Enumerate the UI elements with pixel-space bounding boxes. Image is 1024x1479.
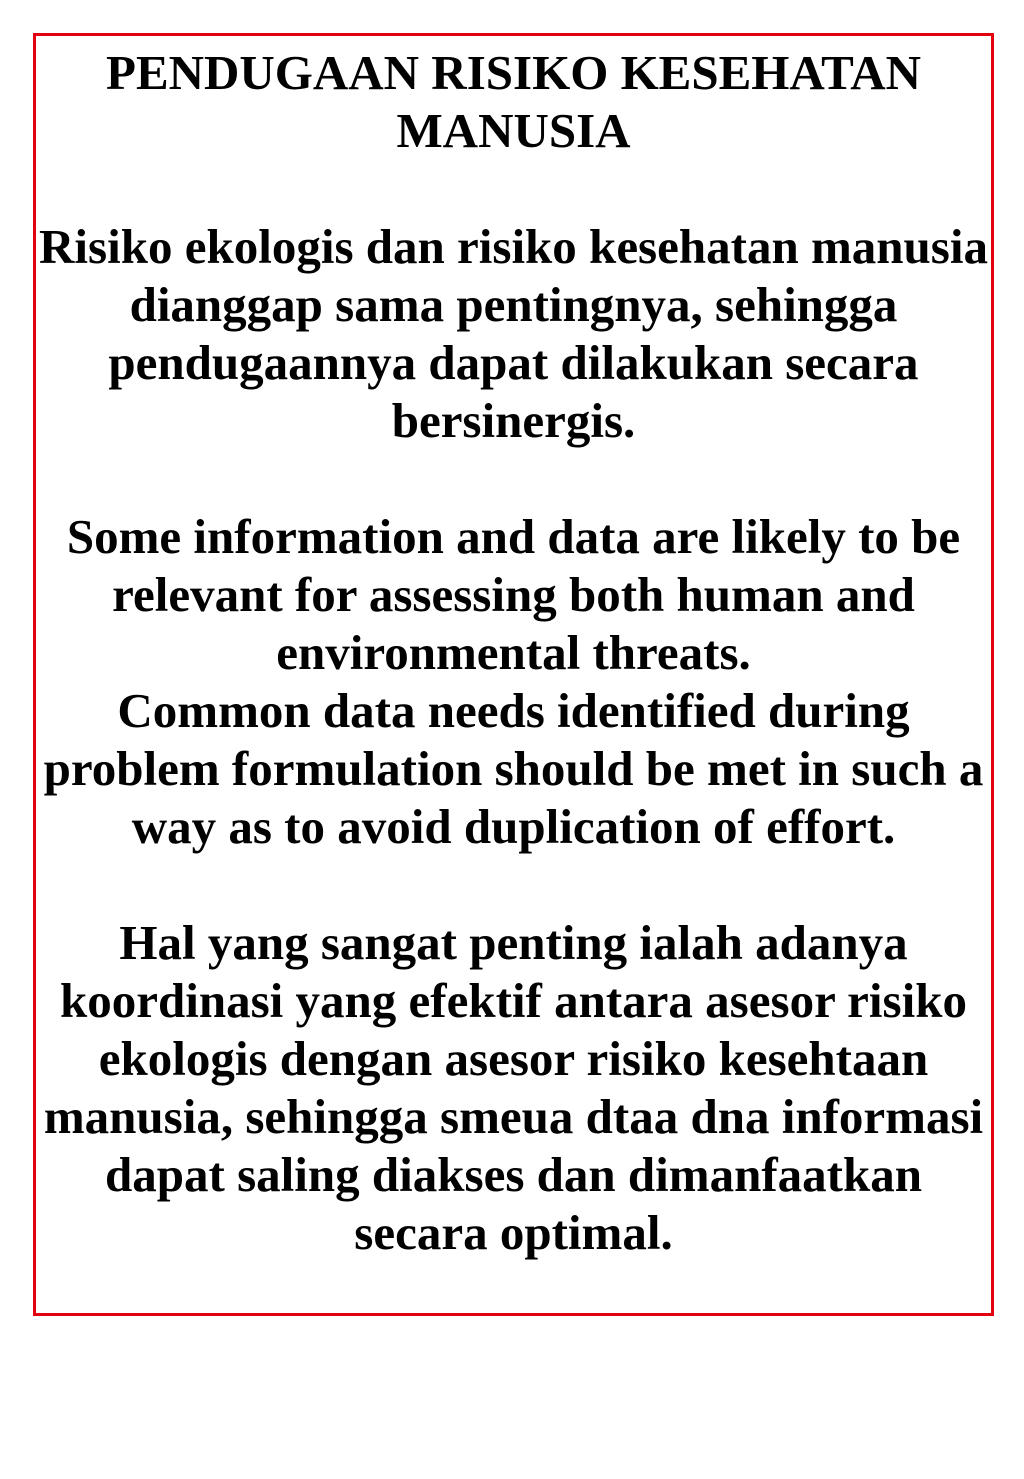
paragraph-risk-synergy: Risiko ekologis dan risiko kesehatan manusia dianggap sama pentingnya, sehingga pendugaannya dapat dilakukan secara bersinergis. xyxy=(39,219,988,448)
spacer xyxy=(36,450,991,508)
document-body xyxy=(36,44,991,1262)
spacer xyxy=(36,160,991,218)
page-title: PENDUGAAN RISIKO KESEHATAN MANUSIA xyxy=(106,45,921,158)
content-frame xyxy=(33,33,994,1316)
paragraph-coordination: Hal yang sangat penting ialah adanya koordinasi yang efektif antara asesor risiko ekologis dengan asesor risiko kesehtaan manusia, sehingga smeua dtaa dna informasi dapat saling diakses dan dimanfaatkan secara optimal. xyxy=(43,915,984,1260)
spacer xyxy=(36,856,991,914)
paragraph-shared-data: Some information and data are likely to be relevant for assessing both human and environmental threats. xyxy=(66,509,961,680)
paragraph-common-data-needs: Common data needs identified during problem formulation should be met in such a way as to avoid duplication of effort. xyxy=(43,683,984,854)
